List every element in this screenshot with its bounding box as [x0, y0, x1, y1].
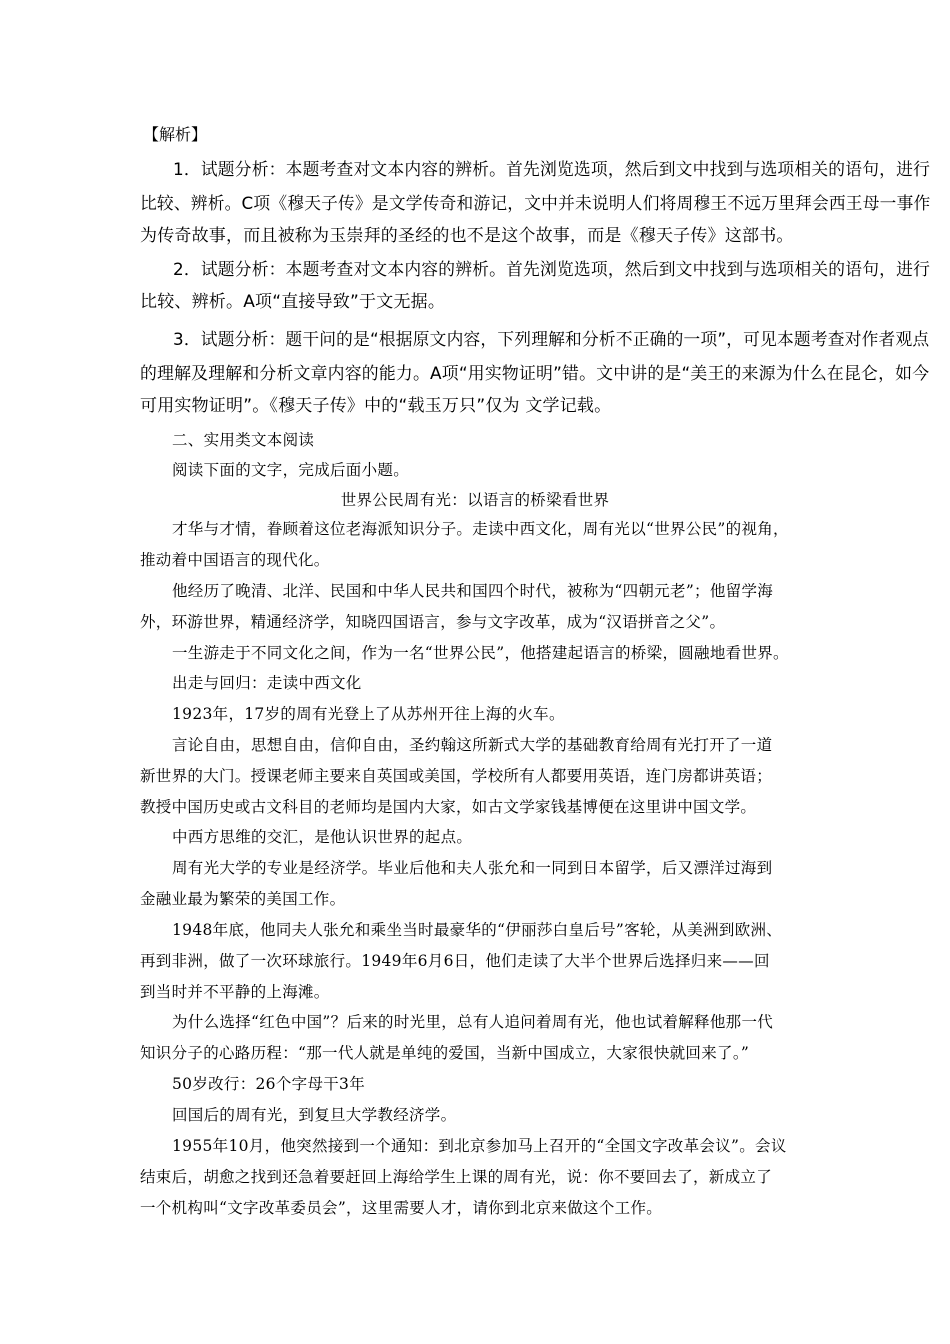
article-line: 为什么选择“红色中国”？后来的时光里，总有人追问着周有光，他也试着解释他那一代	[172, 1013, 774, 1031]
article-line: 1923年，17岁的周有光登上了从苏州开往上海的火车。	[172, 705, 565, 723]
section-instruction: 阅读下面的文字，完成后面小题。	[172, 461, 410, 479]
analysis-line: 可用实物证明”。《穆天子传》中的“载玉万只”仅为 文学记载。	[140, 396, 612, 416]
article-line: 1948年底，他同夫人张允和乘坐当时最豪华的“伊丽莎白皇后号”客轮，从美洲到欧洲、	[172, 921, 783, 939]
article-line: 到当时并不平静的上海滩。	[140, 983, 330, 1001]
article-subheading: 出走与回归：走读中西文化	[172, 674, 362, 692]
article-line: 金融业最为繁荣的美国工作。	[140, 890, 346, 908]
article-line: 1955年10月，他突然接到一个通知：到北京参加马上召开的“全国文字改革会议”。会议	[172, 1137, 787, 1155]
article-line: 中西方思维的交汇，是他认识世界的起点。	[172, 828, 473, 846]
article-line: 新世界的大门。授课老师主要来自英国或美国，学校所有人都要用英语，连门房都讲英语；	[140, 767, 773, 785]
article-subheading: 50岁改行：26个字母干3年	[172, 1075, 366, 1093]
article-line: 才华与才情，眷顾着这位老海派知识分子。走读中西文化，周有光以“世界公民”的视角，	[172, 520, 789, 538]
article-line: 结束后，胡愈之找到还急着要赶回上海给学生上课的周有光，说：你不要回去了，新成立了	[140, 1168, 773, 1186]
section-heading: 二、实用类文本阅读	[172, 431, 315, 449]
article-line: 一个机构叫“文字改革委员会”，这里需要人才，请你到北京来做这个工作。	[140, 1199, 663, 1217]
analysis-line: 3．试题分析：题干问的是“根据原文内容，下列理解和分析不正确的一项”，可见本题考查对作者观点	[173, 330, 930, 350]
article-line: 外，环游世界，精通经济学，知晓四国语言，参与文字改革，成为“汉语拼音之父”。	[140, 613, 726, 631]
article-line: 再到非洲，做了一次环球旅行。1949年6月6日，他们走读了大半个世界后选择归来——回	[140, 952, 770, 970]
analysis-line: 比较、辨析。A项“直接导致”于文无据。	[140, 292, 446, 312]
analysis-line: 为传奇故事，而且被称为玉崇拜的圣经的也不是这个故事，而是《穆天子传》这部书。	[140, 226, 794, 246]
analysis-line: 的理解及理解和分析文章内容的能力。A项“用实物证明”错。文中讲的是“美王的来源为什么在昆仑，如今	[140, 364, 930, 384]
article-line: 推动着中国语言的现代化。	[140, 551, 330, 569]
article-line: 一生游走于不同文化之间，作为一名“世界公民”，他搭建起语言的桥梁，圆融地看世界。	[172, 644, 789, 662]
analysis-line: 2．试题分析：本题考查对文本内容的辨析。首先浏览选项，然后到文中找到与选项相关的语句，进行	[173, 260, 931, 280]
article-line: 回国后的周有光，到复旦大学教经济学。	[172, 1106, 457, 1124]
article-line: 他经历了晚清、北洋、民国和中华人民共和国四个时代，被称为“四朝元老”；他留学海	[172, 582, 774, 600]
article-line: 周有光大学的专业是经济学。毕业后他和夫人张允和一同到日本留学，后又漂洋过海到	[172, 859, 773, 877]
article-line: 教授中国历史或古文科目的老师均是国内大家，如古文学家钱基博便在这里讲中国文学。	[140, 798, 757, 816]
analysis-line: 比较、辨析。C项《穆天子传》是文学传奇和游记，文中并未说明人们将周穆王不远万里拜会西王母一事作	[140, 194, 931, 214]
article-title: 世界公民周有光：以语言的桥梁看世界	[340, 491, 610, 509]
analysis-line: 1．试题分析：本题考查对文本内容的辨析。首先浏览选项，然后到文中找到与选项相关的语句，进行	[173, 160, 931, 180]
article-line: 言论自由，思想自由，信仰自由，圣约翰这所新式大学的基础教育给周有光打开了一道	[172, 736, 773, 754]
article-line: 知识分子的心路历程：“那一代人就是单纯的爱国，当新中国成立，大家很快就回来了。”	[140, 1044, 750, 1062]
analysis-heading: 【解析】	[143, 125, 208, 144]
